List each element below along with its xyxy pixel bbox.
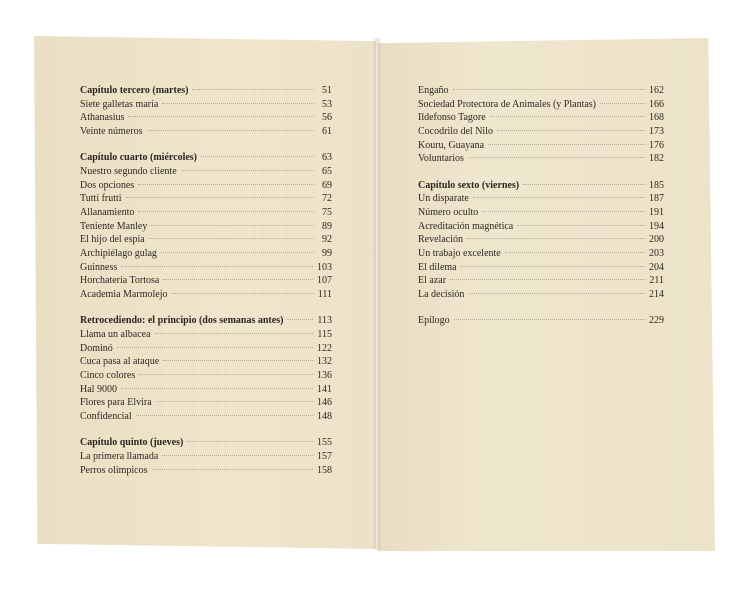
page-number: 122	[317, 342, 332, 354]
page-number: 211	[649, 275, 664, 287]
dot-leader	[468, 293, 645, 294]
entry-title: Revelación	[418, 234, 463, 246]
dot-leader	[467, 238, 645, 239]
entry-title: El azar	[418, 275, 447, 287]
toc-section	[418, 179, 664, 302]
page-number: 176	[649, 139, 664, 151]
dot-leader	[468, 157, 645, 158]
toc-entry	[418, 206, 664, 220]
chapter-title: Retrocediendo: el principio (dos semanas antes)	[80, 315, 284, 327]
page-number: 229	[649, 315, 664, 327]
dot-leader	[497, 130, 645, 131]
entry-title: Flores para Elvira	[80, 397, 152, 409]
dot-leader	[163, 279, 313, 280]
page-number: 72	[322, 193, 332, 205]
toc-section	[80, 84, 332, 139]
entry-title: El dilema	[418, 261, 457, 273]
dot-leader	[517, 225, 645, 226]
toc-entry	[80, 179, 332, 193]
chapter-title: Capítulo cuarto (miércoles)	[80, 152, 198, 164]
entry-title: Nuestro segundo cliente	[80, 165, 177, 177]
toc-entry	[80, 98, 332, 112]
chapter-title: Capítulo tercero (martes)	[80, 85, 189, 96]
toc-entry	[80, 383, 332, 397]
toc-entry	[418, 192, 664, 206]
entry-title: Sociedad Protectora de Animales (y Plantas)	[418, 98, 597, 110]
entry-title: Kouru, Guayana	[418, 139, 485, 151]
entry-title: Cocodrilo del Nilo	[418, 126, 493, 138]
entry-title: Veinte números	[80, 126, 143, 138]
dot-leader	[187, 441, 313, 442]
page-number: 51	[322, 85, 332, 96]
entry-title: Tutti frutti	[80, 193, 122, 205]
entry-title: La primera llamada	[80, 451, 159, 462]
entry-title: Llama un albacea	[80, 329, 151, 340]
page-number: 136	[317, 370, 332, 382]
chapter-heading-entry	[80, 151, 332, 165]
page-number: 63	[322, 152, 332, 164]
entry-title: Academia Marmolejo	[80, 289, 168, 301]
toc-entry	[80, 396, 332, 410]
toc-entry	[80, 111, 332, 125]
dot-leader	[149, 238, 314, 239]
dot-leader	[171, 293, 313, 294]
toc-entry	[80, 206, 332, 220]
toc-entry	[418, 314, 664, 328]
dot-leader	[121, 266, 313, 267]
entry-title: Dominó	[80, 342, 113, 354]
toc-entry	[80, 342, 332, 356]
entry-title: Athanasius	[80, 112, 125, 124]
entry-title: Cuca pasa al ataque	[80, 356, 160, 368]
page-number: 200	[649, 234, 664, 246]
entry-title: Un disparate	[418, 193, 469, 205]
toc-entry	[80, 233, 332, 247]
toc-entry	[418, 139, 664, 153]
toc-entry	[80, 288, 332, 302]
dot-leader	[453, 89, 645, 90]
entry-title: Confidencial	[80, 411, 132, 423]
page-number: 75	[322, 207, 332, 218]
entry-title: Siete galletas maría	[80, 98, 159, 110]
entry-title: Hal 9000	[80, 383, 117, 395]
entry-title: Cinco colores	[80, 370, 136, 382]
page-number: 185	[649, 179, 664, 191]
page-number: 187	[649, 193, 664, 205]
dot-leader	[523, 184, 645, 185]
toc-entry	[418, 288, 664, 302]
toc-entry	[80, 247, 332, 261]
page-number: 113	[317, 315, 332, 327]
dot-leader	[505, 252, 645, 253]
toc-section	[418, 84, 664, 166]
dot-leader	[121, 388, 313, 389]
dot-leader	[490, 116, 645, 117]
page-number: 162	[649, 85, 664, 96]
page-number: 141	[317, 383, 332, 395]
page-number: 194	[649, 220, 664, 232]
page-number: 132	[317, 356, 332, 368]
chapter-heading-entry	[80, 84, 332, 98]
dot-leader	[201, 156, 314, 157]
chapter-heading-entry	[80, 436, 332, 450]
page-number: 92	[322, 234, 332, 246]
dot-leader	[482, 211, 645, 212]
page-number: 157	[317, 451, 332, 462]
page-number: 166	[649, 98, 664, 110]
page-number: 148	[317, 411, 332, 423]
toc-entry	[418, 261, 664, 275]
toc-entry	[80, 192, 332, 206]
toc-entry	[80, 450, 332, 464]
toc-entry	[80, 125, 332, 139]
page-number: 182	[649, 153, 664, 165]
entry-title: Epílogo	[418, 315, 450, 327]
dot-leader	[181, 170, 314, 171]
page-number: 56	[322, 112, 332, 124]
dot-leader	[192, 89, 314, 90]
dot-leader	[117, 347, 313, 348]
page-number: 158	[317, 464, 332, 476]
entry-title: Un trabajo excelente	[418, 248, 501, 260]
entry-title: Acreditación magnética	[418, 220, 514, 232]
table-of-contents-left	[80, 84, 332, 490]
page-number: 155	[317, 437, 332, 449]
dot-leader	[473, 197, 645, 198]
page-number: 65	[322, 165, 332, 177]
dot-leader	[162, 103, 314, 104]
toc-entry	[80, 328, 332, 342]
toc-entry	[418, 125, 664, 139]
toc-entry	[80, 261, 332, 275]
entry-title: Número oculto	[418, 207, 479, 218]
page-number: 204	[649, 261, 664, 273]
toc-entry	[80, 220, 332, 234]
entry-title: Dos opciones	[80, 179, 135, 191]
dot-leader	[454, 319, 645, 320]
entry-title: Ildefonso Tagore	[418, 112, 486, 124]
toc-entry	[418, 220, 664, 234]
dot-leader	[450, 279, 645, 280]
dot-leader	[161, 252, 314, 253]
dot-leader	[155, 333, 314, 334]
page-number: 107	[317, 275, 332, 287]
table-of-contents-right	[418, 84, 664, 341]
entry-title: La decisión	[418, 289, 465, 301]
entry-title: Archipiélago gulag	[80, 248, 157, 260]
dot-leader	[287, 319, 313, 320]
dot-leader	[162, 455, 313, 456]
dot-leader	[156, 401, 313, 402]
chapter-title: Capítulo sexto (viernes)	[418, 179, 520, 191]
toc-entry	[80, 410, 332, 424]
toc-entry	[418, 152, 664, 166]
toc-entry	[80, 369, 332, 383]
entry-title: Engaño	[418, 85, 449, 96]
page-number: 146	[317, 397, 332, 409]
page-number: 53	[322, 98, 332, 110]
dot-leader	[126, 197, 314, 198]
chapter-heading-entry	[80, 314, 332, 328]
dot-leader	[128, 116, 314, 117]
page-number: 115	[317, 329, 332, 340]
page-number: 191	[649, 207, 664, 218]
dot-leader	[139, 374, 313, 375]
toc-entry	[418, 98, 664, 112]
toc-entry	[418, 84, 664, 98]
dot-leader	[488, 144, 645, 145]
page-number: 173	[649, 126, 664, 138]
entry-title: Perros olímpicos	[80, 464, 148, 476]
dot-leader	[138, 184, 314, 185]
dot-leader	[461, 266, 645, 267]
toc-entry	[80, 274, 332, 288]
dot-leader	[138, 211, 314, 212]
toc-entry	[80, 165, 332, 179]
toc-entry	[418, 233, 664, 247]
dot-leader	[136, 415, 313, 416]
page-number: 99	[322, 248, 332, 260]
entry-title: Horchatería Tortosa	[80, 275, 160, 287]
chapter-title: Capítulo quinto (jueves)	[80, 437, 184, 449]
entry-title: El hijo del espía	[80, 234, 145, 246]
page-number: 103	[317, 261, 332, 273]
toc-section	[418, 314, 664, 328]
page-number: 203	[649, 248, 664, 260]
dot-leader	[600, 103, 645, 104]
entry-title: Guinness	[80, 261, 118, 273]
entry-title: Teniente Manley	[80, 220, 148, 232]
page-number: 111	[317, 289, 332, 301]
chapter-heading-entry	[418, 179, 664, 193]
toc-entry	[418, 247, 664, 261]
dot-leader	[163, 360, 313, 361]
entry-title: Voluntarios	[418, 153, 464, 165]
entry-title: Allanamiento	[80, 207, 135, 218]
toc-section	[80, 436, 332, 477]
dot-leader	[151, 225, 314, 226]
book-gutter	[372, 38, 382, 550]
page-number: 168	[649, 112, 664, 124]
page-number: 89	[322, 220, 332, 232]
toc-entry	[80, 464, 332, 478]
toc-section	[80, 314, 332, 424]
dot-leader	[147, 130, 315, 131]
toc-entry	[418, 274, 664, 288]
dot-leader	[152, 469, 314, 470]
page-number: 61	[322, 126, 332, 138]
page-number: 69	[322, 179, 332, 191]
page-number: 214	[649, 289, 664, 301]
toc-entry	[418, 111, 664, 125]
toc-section	[80, 151, 332, 302]
toc-entry	[80, 355, 332, 369]
